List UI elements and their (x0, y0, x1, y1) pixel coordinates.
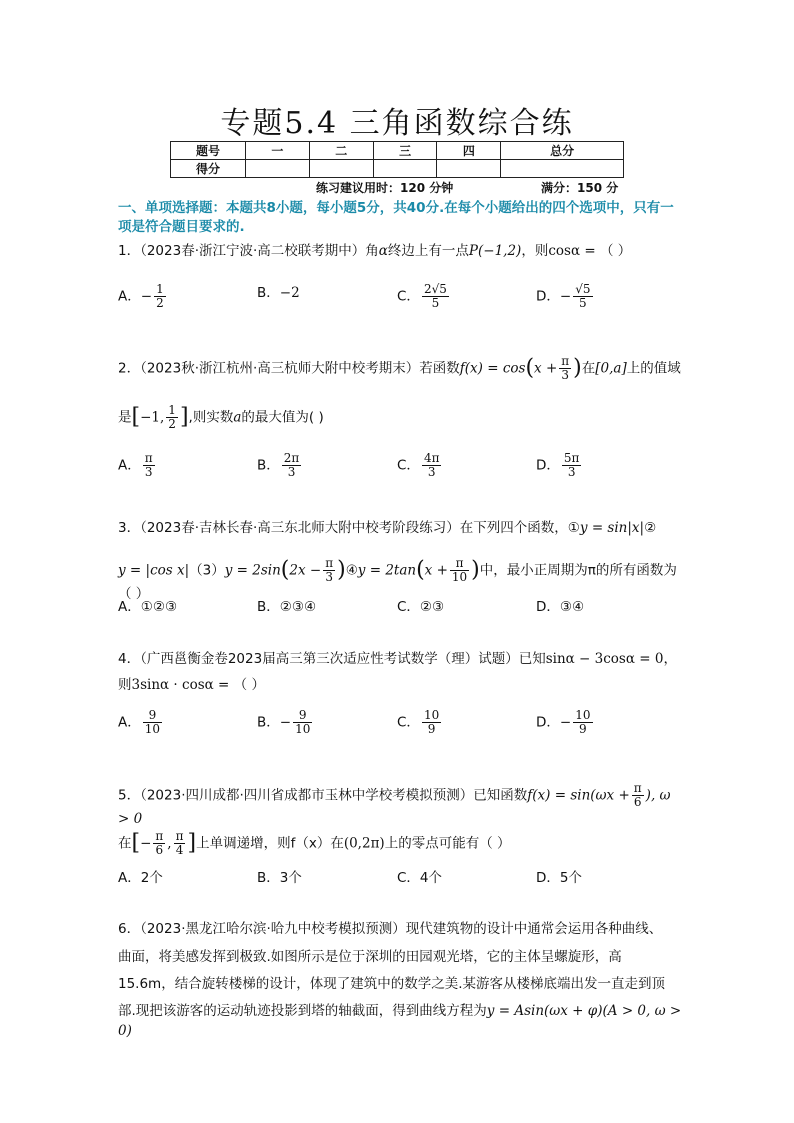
paren: ( (416, 557, 425, 583)
math-equation: sinα − 3cosα = 0 (545, 651, 664, 667)
numerator: π (325, 556, 334, 570)
option-label: A． (118, 714, 141, 731)
stem-text: ，则 (521, 243, 549, 259)
bracket: ] (179, 404, 189, 430)
question-6-line-2: 曲面，将美感发挥到极致.如图所示是位于深圳的田园观光塔，它的主体呈螺旋形，高 (118, 949, 622, 965)
table-cell: 四 (437, 142, 501, 160)
denominator: 10 (295, 722, 311, 736)
fraction (559, 355, 571, 382)
question-6-line-3: 15.6m，结合旋转楼梯的设计，体现了建筑中的数学之美.某游客从楼梯底端出发一直走到顶 (118, 976, 665, 992)
stem-text: 是 (118, 409, 132, 426)
math-sign: − (140, 288, 153, 305)
math-function: y = 2tan (357, 562, 417, 579)
option-b[interactable]: B．②③④ (257, 599, 317, 615)
score-table (170, 141, 624, 178)
paren: ( (280, 557, 290, 583)
question-number: 4． (118, 651, 141, 667)
option-c[interactable] (397, 283, 451, 310)
table-cell[interactable] (309, 160, 373, 178)
fraction (450, 557, 469, 584)
stem-text: = （ ） (580, 243, 632, 259)
option-b[interactable] (257, 709, 314, 736)
question-5 (118, 782, 683, 829)
denominator: 3 (325, 570, 333, 584)
math-arg: x + (424, 562, 448, 579)
stem-text: 终边上有一点 (387, 243, 469, 259)
fraction (293, 709, 312, 736)
question-number: 6． (118, 921, 141, 937)
math-var: a (233, 409, 242, 426)
math-alpha: α (378, 243, 388, 259)
fraction (632, 782, 644, 809)
option-a[interactable] (118, 452, 157, 479)
denominator: 10 (451, 570, 468, 584)
math-sign: − (279, 714, 292, 731)
question-number: 2． (118, 360, 141, 377)
fraction (143, 452, 155, 479)
question-1 (118, 241, 683, 261)
question-number: 1． (118, 243, 141, 259)
question-source: （2023春·浙江宁波·高二校联考期中） (140, 243, 366, 259)
table-row (171, 160, 624, 178)
option-label: B． (257, 285, 280, 301)
denominator: 3 (561, 368, 570, 382)
table-cell: 一 (246, 142, 310, 160)
section-heading: 一、单项选择题：本题共8小题，每小题5分，共40分.在每个小题给出的四个选项中，只有一项是符合题目要求的. (118, 200, 674, 235)
denominator: 5 (431, 296, 440, 310)
math-range: −1, (140, 409, 165, 426)
numerator: π (155, 829, 164, 843)
bracket: [ (131, 404, 141, 430)
stem-text: 已知 (518, 651, 546, 667)
fraction (282, 452, 302, 479)
question-source: （2023秋·浙江杭州·高三杭师大附中校考期末） (140, 360, 420, 377)
stem-text: ， (663, 651, 677, 667)
stem-text: = （ ） (213, 677, 265, 693)
option-b[interactable]: B．3个 (257, 870, 302, 886)
math-function: ), ω > 0 (118, 787, 671, 827)
stem-text: 部.现把该游客的运动轨迹投影到塔的轴截面，得到曲线方程为 (118, 1003, 487, 1019)
math-expression: 3sinα · cosα (131, 677, 214, 693)
table-cell[interactable] (501, 160, 624, 178)
math-arg: 2x − (289, 562, 322, 579)
math-sign: − (559, 714, 572, 731)
math-point: P(−1,2) (468, 243, 522, 259)
numerator: π (144, 451, 153, 465)
option-a[interactable]: A．2个 (118, 870, 163, 886)
stem-text: ,则实数 (188, 409, 234, 426)
option-label: C． (397, 714, 420, 731)
question-6-line-4 (118, 1001, 683, 1041)
fraction (166, 404, 178, 431)
option-label: B． (257, 714, 280, 731)
math-cos: cosα (548, 243, 581, 259)
option-label: A． (118, 288, 141, 305)
question-source: （2023春·吉林长春·高三东北师大附中校考阶段练习） (140, 520, 460, 536)
denominator: 6 (155, 843, 164, 857)
bracket: [ (131, 830, 141, 856)
fraction (573, 709, 592, 736)
fraction (422, 283, 449, 310)
denominator: 2 (168, 417, 176, 431)
math-arg: x + (534, 360, 558, 377)
numerator: 4π (423, 451, 440, 465)
denominator: 3 (567, 465, 576, 479)
stem-text: 上的零点可能有（ ） (384, 835, 511, 852)
math-function: y = |cos x| (118, 562, 190, 579)
table-cell[interactable] (373, 160, 437, 178)
denominator: 4 (175, 843, 184, 857)
numerator: 10 (575, 708, 591, 722)
table-cell: 题号 (171, 142, 246, 160)
table-cell: 得分 (171, 160, 246, 178)
numerator: 9 (143, 709, 162, 723)
question-number: 5． (118, 787, 141, 804)
denominator: 10 (144, 722, 161, 736)
stem-text: 则 (118, 677, 132, 693)
denominator: 6 (633, 795, 642, 809)
paren: ( (525, 355, 535, 381)
question-3 (118, 518, 683, 538)
question-4-line-2 (118, 675, 683, 695)
option-a[interactable]: A．①②③ (118, 599, 178, 615)
numerator: 1 (156, 282, 164, 296)
fraction (323, 557, 335, 584)
stem-text: 在下列四个函数，① (459, 520, 580, 536)
page-title: 专题5.4 三角函数综合练 (220, 106, 574, 141)
fraction (153, 830, 165, 857)
option-c[interactable]: C．②③ (397, 599, 445, 615)
option-label: D． (536, 288, 560, 305)
fraction (573, 283, 592, 310)
math-function: f(x) = cos (459, 360, 526, 377)
time-note: 练习建议用时：120 分钟 (316, 181, 454, 195)
question-6 (118, 919, 683, 939)
option-label: B． (257, 457, 280, 474)
stem-text: 的最大值为( ) (241, 409, 324, 426)
circled-number: ④ (345, 562, 358, 579)
question-number: 3． (118, 520, 141, 536)
option-label: C． (397, 288, 420, 305)
math-sign: − (559, 288, 572, 305)
paren: ) (471, 557, 480, 583)
denominator: 2 (156, 296, 164, 310)
denominator: 3 (287, 465, 296, 479)
question-2 (118, 355, 683, 382)
option-d[interactable] (536, 283, 595, 310)
math-function: f(x) = sin(ωx + (527, 787, 630, 804)
stem-text: 上的值域 (626, 360, 681, 377)
denominator: 3 (144, 465, 153, 479)
full-score-note: 满分：150 分 (541, 181, 619, 195)
math-interval: (0,2π) (343, 835, 385, 852)
denominator: 5 (579, 296, 587, 310)
circled-number: ② (644, 520, 657, 536)
option-c[interactable]: C．4个 (397, 870, 443, 886)
option-d[interactable]: D．5个 (536, 870, 582, 886)
question-2-line-2 (118, 404, 683, 431)
numerator: 2π (283, 451, 300, 465)
math-sign: − (140, 835, 152, 852)
table-cell: 二 (309, 142, 373, 160)
question-4 (118, 649, 683, 669)
math-equation: y = Asin(ωx + φ)(A > 0, ω > 0) (118, 1003, 682, 1039)
fraction (174, 830, 186, 857)
stem-text: 若函数 (419, 360, 460, 377)
option-a[interactable] (118, 709, 164, 736)
numerator: π (561, 354, 570, 368)
question-5-line-2 (118, 830, 683, 857)
option-c[interactable] (397, 452, 443, 479)
paren: ) (573, 355, 582, 381)
option-label: D． (536, 457, 560, 474)
fraction (562, 452, 582, 479)
table-cell: 三 (373, 142, 437, 160)
math-interval: [0,a] (595, 360, 627, 377)
math-function: y = 2sin (224, 562, 281, 579)
table-cell[interactable] (246, 160, 310, 178)
numerator: 5π (563, 451, 580, 465)
stem-text: 中，最小正周期为π的所有函数为（ ） (118, 562, 677, 602)
fraction (422, 709, 441, 736)
stem-text: 已知函数 (473, 787, 528, 804)
stem-text: 在 (581, 360, 596, 377)
stem-text: 上单调递增，则 (196, 835, 291, 852)
option-c[interactable] (397, 709, 443, 736)
option-label: C． (397, 457, 420, 474)
comma: , (167, 835, 172, 852)
math-function: f（x） (290, 835, 331, 852)
numerator: 10 (423, 708, 440, 722)
question-source: （广西邕衡金卷2023届高三第三次适应性考试数学（理）试题） (140, 651, 519, 667)
paren: ) (337, 557, 346, 583)
option-d[interactable] (536, 709, 595, 736)
bracket: ] (187, 830, 197, 856)
stem-text: 在 (118, 835, 132, 852)
denominator: 3 (427, 465, 436, 479)
numerator: π (633, 781, 642, 795)
fraction (154, 283, 166, 310)
denominator: 9 (427, 722, 436, 736)
numerator: √5 (575, 282, 591, 296)
option-b[interactable] (257, 283, 300, 303)
option-d[interactable] (536, 452, 583, 479)
denominator: 9 (579, 722, 587, 736)
numerator: 9 (293, 709, 312, 723)
stem-text: （2023·黑龙江哈尔滨·哈九中校考模拟预测）现代建筑物的设计中通常会运用各种曲线、 (140, 921, 663, 937)
option-d[interactable]: D．③④ (536, 599, 585, 615)
math-function: y = sin|x| (579, 520, 645, 536)
option-b[interactable] (257, 452, 303, 479)
numerator: 2√5 (423, 282, 447, 296)
table-row (171, 142, 624, 160)
option-label: A． (118, 457, 141, 474)
circled-number: （3） (189, 562, 225, 579)
fraction (422, 452, 442, 479)
option-a[interactable] (118, 283, 168, 310)
numerator: 1 (168, 403, 176, 417)
numerator: π (175, 829, 184, 843)
stem-text: 在 (330, 835, 344, 852)
table-cell[interactable] (437, 160, 501, 178)
fraction (143, 709, 162, 736)
math-value: −2 (279, 285, 300, 301)
question-source: （2023·四川成都·四川省成都市玉林中学校考模拟预测） (140, 787, 474, 804)
numerator: π (450, 557, 469, 571)
stem-text: 角 (365, 243, 379, 259)
table-cell: 总分 (501, 142, 624, 160)
option-label: D． (536, 714, 560, 731)
